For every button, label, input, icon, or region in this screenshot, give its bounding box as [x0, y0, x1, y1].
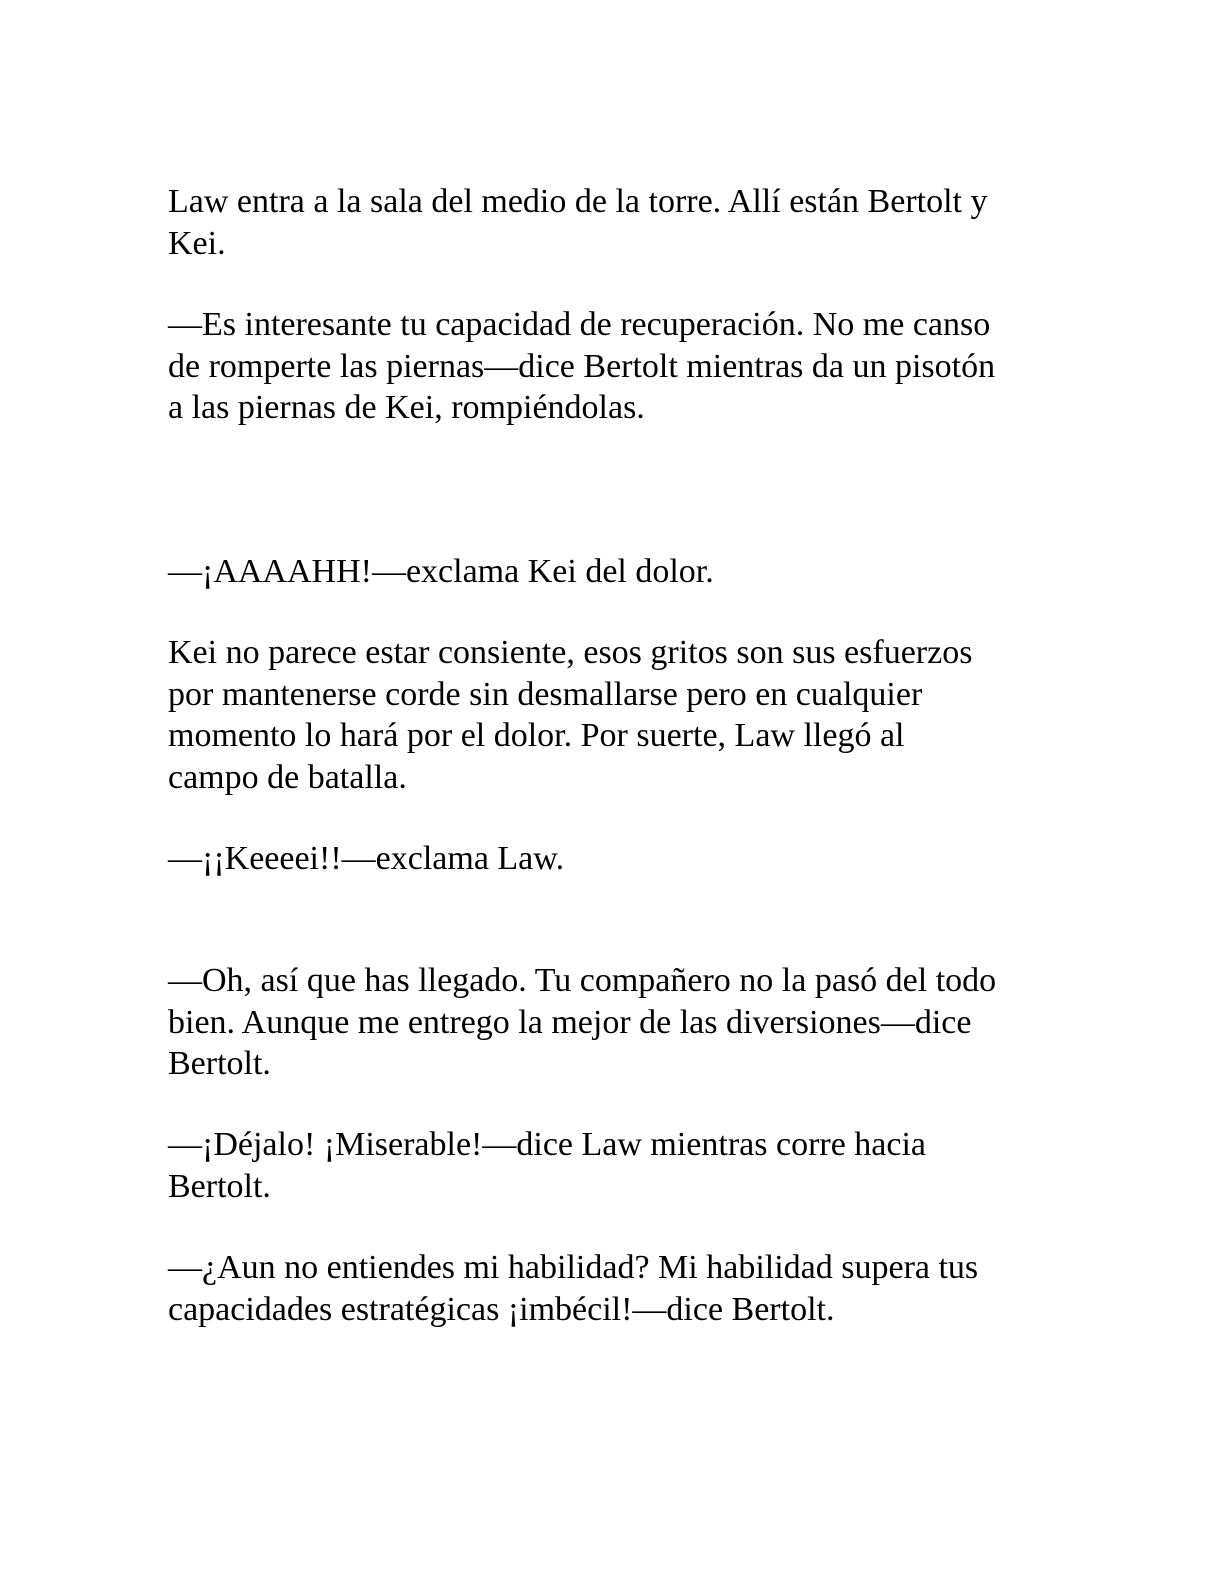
paragraph-1	[168, 181, 1068, 264]
text-line: —¡¡Keeeei!!—exclama Law.	[168, 840, 565, 877]
paragraph-5	[168, 838, 1068, 880]
text-line: —Es interesante tu capacidad de recuperación. No me canso	[168, 306, 991, 343]
paragraph-2	[168, 304, 1068, 429]
text-line: a las piernas de Kei, rompiéndolas.	[168, 389, 645, 426]
text-line: —¿Aun no entiendes mi habilidad? Mi habilidad supera tus	[168, 1249, 979, 1286]
text-line: Kei no parece estar consiente, esos gritos son sus esfuerzos	[168, 634, 973, 671]
paragraph-3	[168, 551, 1068, 593]
text-line: —¡Déjalo! ¡Miserable!—dice Law mientras corre hacia	[168, 1126, 927, 1163]
text-line: campo de batalla.	[168, 758, 407, 796]
paragraph-7	[168, 1124, 1068, 1207]
text-line: de romperte las piernas—dice Bertolt mientras da un pisotón	[168, 347, 996, 385]
text-line: bien. Aunque me entrego la mejor de las diversiones—dice	[168, 1003, 972, 1041]
paragraph-4	[168, 632, 1068, 798]
paragraph-6	[168, 960, 1068, 1085]
text-line: —¡AAAAHH!—exclama Kei del dolor.	[168, 553, 714, 590]
text-line: Bertolt.	[168, 1045, 271, 1082]
text-line: Law entra a la sala del medio de la torre. Allí están Bertolt y	[168, 183, 988, 220]
text-line: Bertolt.	[168, 1167, 271, 1205]
text-line: momento lo hará por el dolor. Por suerte, Law llegó al	[168, 717, 905, 754]
text-line: —Oh, así que has llegado. Tu compañero no la pasó del todo	[168, 962, 997, 999]
text-line: capacidades estratégicas ¡imbécil!—dice Bertolt.	[168, 1290, 835, 1328]
text-line: Kei.	[168, 224, 226, 262]
paragraph-8	[168, 1247, 1068, 1330]
text-line: por mantenerse corde sin desmallarse pero en cualquier	[168, 675, 923, 713]
